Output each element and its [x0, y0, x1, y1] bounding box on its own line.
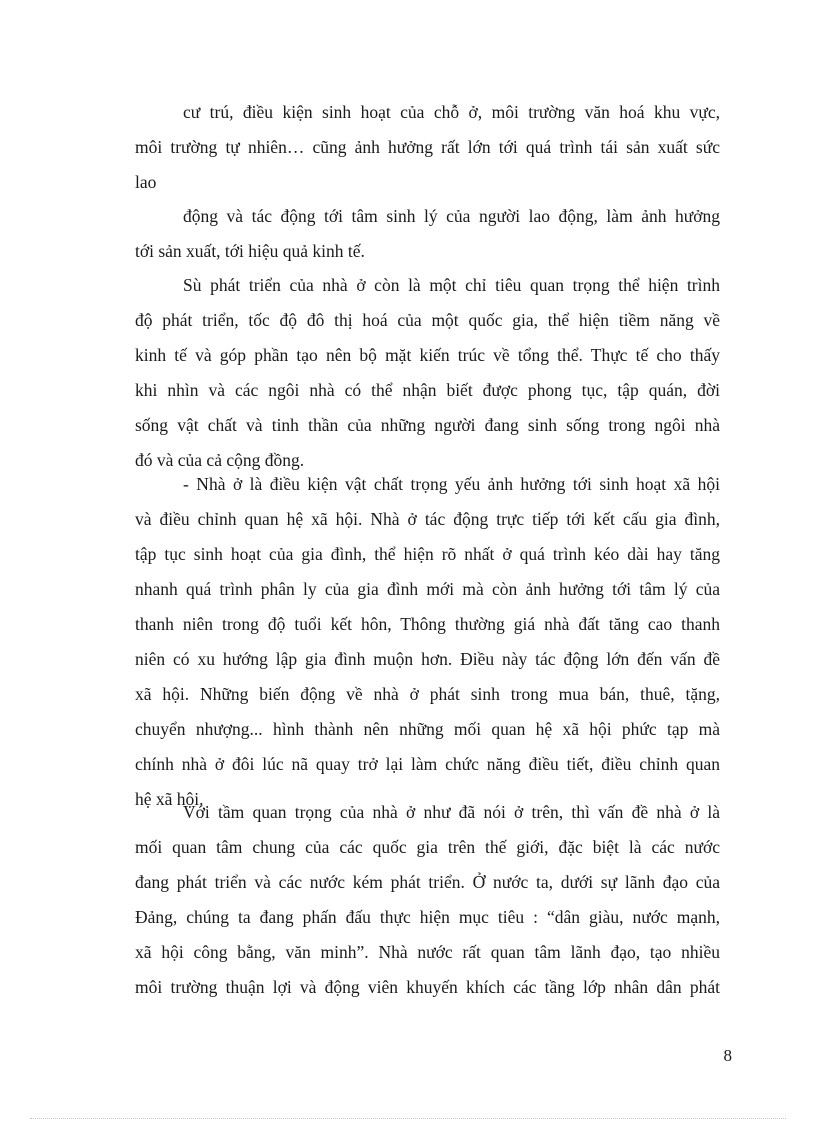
- text-line: xã hội công bằng, văn minh”. Nhà nước rất quan tâm lãnh đạo, tạo nhiều: [135, 942, 720, 962]
- text-line: tập tục sinh hoạt của gia đình, thể hiện rõ nhất ở quá trình kéo dài hay tăng: [135, 544, 720, 564]
- text-line: mối quan tâm chung của các quốc gia trên thế giới, đặc biệt là các nước: [135, 837, 720, 857]
- text-line: chuyển nhượng... hình thành nên những mối quan hệ xã hội phức tạp mà: [135, 719, 720, 739]
- paragraph-3: [135, 268, 720, 478]
- paragraph-2: [135, 199, 720, 269]
- text-line: Với tầm quan trọng của nhà ở như đã nói ở trên, thì vấn đề nhà ở là: [183, 802, 720, 822]
- text-line: chính nhà ở đôi lúc nã quay trở lại làm chức năng điều tiết, điều chỉnh quan: [135, 754, 720, 774]
- text-line: cư trú, điều kiện sinh hoạt của chỗ ở, môi trường văn hoá khu vực,: [183, 102, 720, 122]
- text-line: hệ xã hội.: [135, 789, 204, 809]
- text-line: thanh niên trong độ tuổi kết hôn, Thông thường giá nhà đất tăng cao thanh: [135, 614, 720, 634]
- text-line: đó và của cả cộng đồng.: [135, 450, 305, 470]
- paragraph-5: [135, 795, 720, 1005]
- text-line: lao: [135, 172, 157, 192]
- text-line: tới sản xuất, tới hiệu quả kinh tế.: [135, 241, 365, 261]
- text-line: khi nhìn và các ngôi nhà có thể nhận biết được phong tục, tập quán, đời: [135, 380, 720, 400]
- text-line: niên có xu hướng lập gia đình muộn hơn. Điều này tác động lớn đến vấn đề: [135, 649, 720, 669]
- text-line: động và tác động tới tâm sinh lý của người lao động, làm ảnh hưởng: [183, 206, 720, 226]
- text-line: nhanh quá trình phân ly của gia đình mới mà còn ảnh hưởng tới tâm lý của: [135, 579, 720, 599]
- text-line: xã hội. Những biến động về nhà ở phát sinh trong mua bán, thuê, tặng,: [135, 684, 720, 704]
- page-number: 8: [723, 1046, 732, 1065]
- text-line: môi trường tự nhiên… cũng ảnh hưởng rất lớn tới quá trình tái sản xuất sức: [135, 137, 720, 157]
- paragraph-4: [135, 467, 720, 817]
- paragraph-1: [135, 95, 720, 200]
- page-bottom-divider: [30, 1118, 786, 1119]
- text-line: - Nhà ở là điều kiện vật chất trọng yếu ảnh hưởng tới sinh hoạt xã hội: [183, 474, 720, 494]
- text-line: môi trường thuận lợi và động viên khuyến khích các tầng lớp nhân dân phát: [135, 977, 720, 997]
- text-line: Đảng, chúng ta đang phấn đấu thực hiện mục tiêu : “dân giàu, nước mạnh,: [135, 907, 720, 927]
- text-line: kinh tế và góp phần tạo nên bộ mặt kiến trúc về tổng thể. Thực tế cho thấy: [135, 345, 720, 365]
- text-line: đang phát triển và các nước kém phát triển. Ở nước ta, dưới sự lãnh đạo của: [135, 872, 720, 892]
- text-line: độ phát triển, tốc độ đô thị hoá của một quốc gia, thể hiện tiềm năng về: [135, 310, 720, 330]
- text-line: Sù phát triển của nhà ở còn là một chỉ tiêu quan trọng thể hiện trình: [183, 275, 720, 295]
- text-line: và điều chỉnh quan hệ xã hội. Nhà ở tác động trực tiếp tới kết cấu gia đình,: [135, 509, 720, 529]
- text-line: sống vật chất và tinh thần của những người đang sinh sống trong ngôi nhà: [135, 415, 720, 435]
